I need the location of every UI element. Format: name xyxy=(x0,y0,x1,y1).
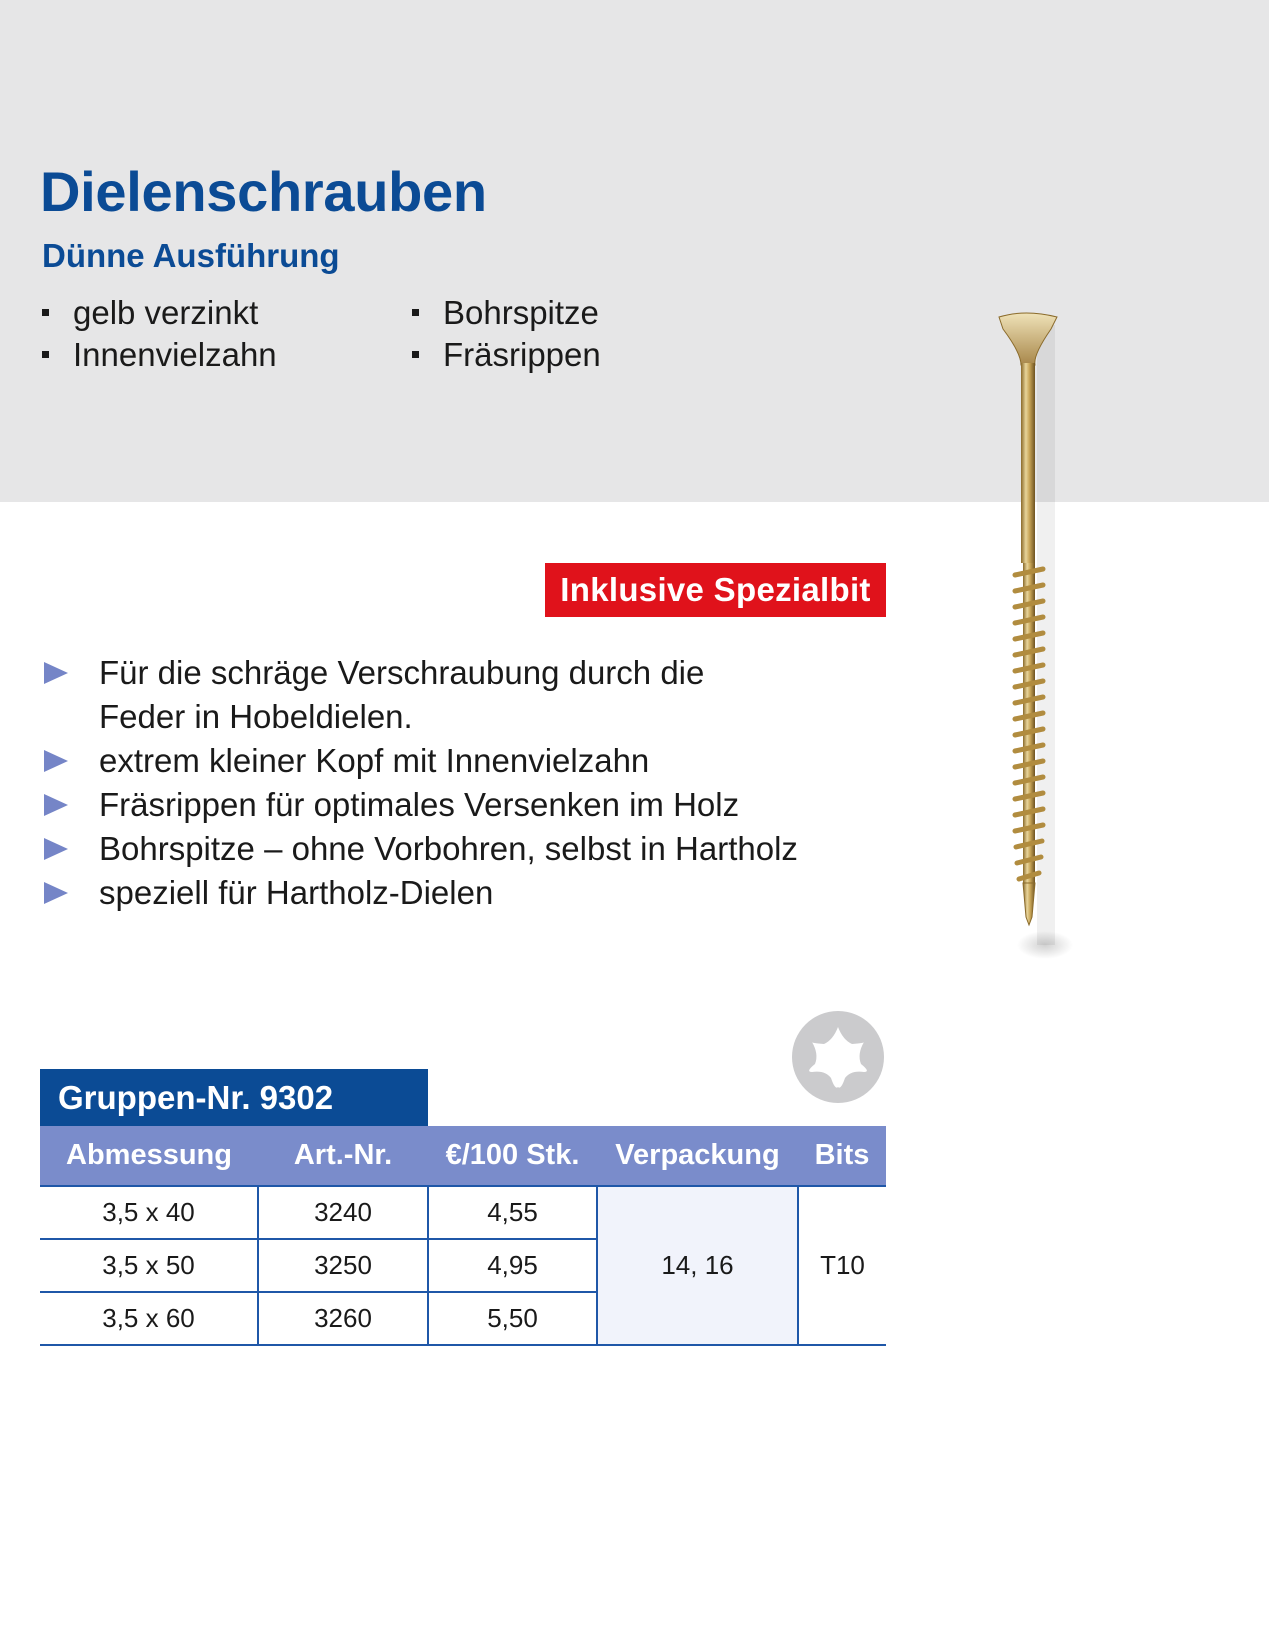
group-number-header: Gruppen-Nr. 9302 xyxy=(40,1069,428,1126)
square-bullet-icon xyxy=(412,309,419,316)
cell-art-nr: 3250 xyxy=(258,1239,428,1292)
cell-price: 5,50 xyxy=(428,1292,597,1345)
header-bits: Bits xyxy=(798,1126,886,1186)
page-subtitle: Dünne Ausführung xyxy=(42,237,340,274)
cell-art-nr: 3260 xyxy=(258,1292,428,1345)
table-row xyxy=(40,1186,886,1239)
benefit-item: Fräsrippen für optimales Versenken im Holz xyxy=(44,783,798,827)
header-art-nr: Art.-Nr. xyxy=(258,1126,428,1186)
header-price: €/100 Stk. xyxy=(428,1126,597,1186)
feature-item: Bohrspitze xyxy=(412,292,601,334)
feature-item: gelb verzinkt xyxy=(42,292,277,334)
benefit-list xyxy=(44,651,798,915)
benefit-item: speziell für Hartholz-Dielen xyxy=(44,871,798,915)
benefit-item: extrem kleiner Kopf mit Innenvielzahn xyxy=(44,739,798,783)
header-abmessung: Abmessung xyxy=(40,1126,258,1186)
square-bullet-icon xyxy=(42,309,49,316)
cell-price: 4,95 xyxy=(428,1239,597,1292)
cell-art-nr: 3240 xyxy=(258,1186,428,1239)
triangle-bullet-icon xyxy=(44,794,68,816)
cell-price: 4,55 xyxy=(428,1186,597,1239)
product-table xyxy=(40,1126,886,1346)
square-bullet-icon xyxy=(412,351,419,358)
header-verpackung: Verpackung xyxy=(597,1126,798,1186)
torx-star-icon xyxy=(791,1010,885,1104)
feature-list-right xyxy=(412,292,601,376)
cell-abmessung: 3,5 x 50 xyxy=(40,1239,258,1292)
special-bit-badge: Inklusive Spezialbit xyxy=(545,563,886,617)
triangle-bullet-icon xyxy=(44,750,68,772)
cell-abmessung: 3,5 x 60 xyxy=(40,1292,258,1345)
cell-abmessung: 3,5 x 40 xyxy=(40,1186,258,1239)
cell-bits: T10 xyxy=(798,1186,886,1345)
page-title: Dielenschrauben xyxy=(40,160,487,223)
cell-verpackung: 14, 16 xyxy=(597,1186,798,1345)
square-bullet-icon xyxy=(42,351,49,358)
feature-list-left xyxy=(42,292,277,376)
triangle-bullet-icon xyxy=(44,662,68,684)
feature-item: Innenvielzahn xyxy=(42,334,277,376)
feature-item: Fräsrippen xyxy=(412,334,601,376)
table-header-row xyxy=(40,1126,886,1186)
triangle-bullet-icon xyxy=(44,838,68,860)
screw-photo-icon xyxy=(985,305,1125,995)
triangle-bullet-icon xyxy=(44,882,68,904)
benefit-item: Für die schräge Verschraubung durch die Feder in Hobeldielen. xyxy=(44,651,798,739)
benefit-item: Bohrspitze – ohne Vorbohren, selbst in Hartholz xyxy=(44,827,798,871)
